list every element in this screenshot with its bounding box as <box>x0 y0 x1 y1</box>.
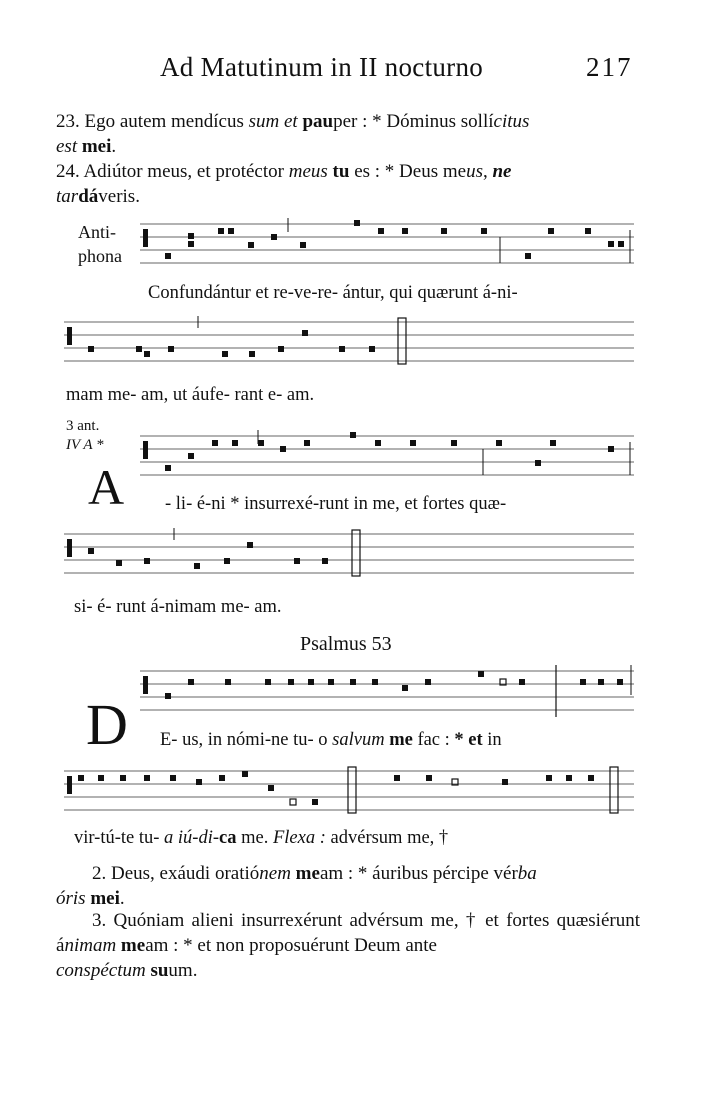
antiphon1-lyrics-1: Confundántur et re-ve-re- ántur, qui quærunt á-ni- <box>148 283 518 303</box>
verse-text: um. <box>168 960 198 981</box>
psalm-verse-2 <box>56 861 640 911</box>
lyric-accent: * et <box>454 730 483 750</box>
verse-italic: tar <box>56 186 79 207</box>
verse-italic: est <box>56 136 78 157</box>
antiphon-label-line: Anti- <box>78 222 116 242</box>
psalm-initial: D <box>86 692 128 757</box>
chant-staff-4 <box>64 528 634 580</box>
verse-text: Adiútor meus, et protéctor <box>79 161 289 182</box>
verse-accent: me <box>120 935 146 956</box>
chant-staff-3 <box>140 430 634 482</box>
antiphon2-initial: A <box>88 459 125 515</box>
staff-lines <box>64 534 634 573</box>
antiphon-mode: IV A * <box>66 437 104 453</box>
verse-italic: citus <box>493 111 530 132</box>
antiphon2-lyrics-1: - li- é-ni * insurrexé-runt in me, et fortes quæ- <box>165 494 507 514</box>
verse-italic: conspéctum <box>56 960 146 981</box>
lyric-text: vir-tú-te tu- <box>74 828 165 848</box>
neumes <box>143 665 631 717</box>
chant-staff-5 <box>140 665 634 721</box>
psalm-lyrics-1 <box>160 730 502 751</box>
neumes <box>143 218 630 263</box>
neumes <box>143 430 630 475</box>
verse-italic: nem <box>259 863 291 884</box>
verse-italic: us <box>466 161 483 182</box>
antiphon-number: 3 ant. <box>66 418 100 434</box>
verse-accent: tu <box>332 161 350 182</box>
verse-italic: sum et <box>248 111 298 132</box>
verse-accent: pau <box>302 111 334 132</box>
chant-staff-6 <box>64 765 634 817</box>
verse-number: 2. <box>92 863 107 884</box>
lyric-text: advérsum me, † <box>325 828 449 848</box>
verse-number: 23. <box>56 111 80 132</box>
clef-mark <box>143 676 148 694</box>
psalm-title: Psalmus 53 <box>300 633 392 655</box>
verse-text: Ego autem mendícus <box>79 111 249 132</box>
verse-text: am : * et non proposuérunt Deum ante <box>145 935 437 956</box>
verse-accent: mei <box>90 888 120 909</box>
lyric-text: in <box>482 730 502 750</box>
antiphon-label <box>78 220 122 268</box>
chant-staff-1 <box>140 218 634 270</box>
chant-staff-2 <box>64 316 634 368</box>
verse-italic: nimam <box>64 935 117 956</box>
lyric-italic: Flexa : <box>272 828 326 848</box>
lyric-text: fac : <box>412 730 455 750</box>
verse-23 <box>56 109 640 159</box>
clef-mark <box>67 776 72 794</box>
verse-italic: óris <box>56 888 86 909</box>
verse-text: Quóniam alieni insurrexérunt advérsum me, † et fortes quæsiérunt á <box>56 910 640 956</box>
verse-text: Deus, exáudi oratió <box>106 863 260 884</box>
verse-24 <box>56 159 640 209</box>
neumes <box>67 767 618 813</box>
verse-text: . <box>119 888 125 909</box>
verse-text: , <box>482 161 493 182</box>
clef-mark <box>143 441 148 459</box>
neumes <box>67 528 360 576</box>
lyric-text: E- us, in nómi-ne tu- o <box>160 730 333 750</box>
psalm-verse-3 <box>56 908 640 983</box>
verse-number: 3. <box>92 910 107 931</box>
verse-accent: dá <box>78 186 99 207</box>
verse-accent: ne <box>492 161 512 182</box>
antiphon1-lyrics-2: mam me- am, ut áufe- rant e- am. <box>66 385 315 405</box>
clef-mark <box>67 539 72 557</box>
lyric-text: me. <box>236 828 273 848</box>
verse-accent: me <box>295 863 320 884</box>
antiphon2-lyrics-2: si- é- runt á-nimam me- am. <box>74 597 282 617</box>
page-number: 217 <box>586 52 633 82</box>
lyric-italic: a <box>164 828 174 848</box>
verse-text: . <box>111 136 117 157</box>
lyric-italic: iú-di- <box>177 828 220 848</box>
verse-text: es : * Deus me <box>349 161 467 182</box>
page-title: Ad Matutinum in II nocturno <box>160 52 484 82</box>
verse-text: veris. <box>98 186 140 207</box>
clef-mark <box>67 327 72 345</box>
verse-text: per : * Dóminus sollí <box>333 111 494 132</box>
staff-lines <box>140 671 634 710</box>
verse-accent: mei <box>81 136 112 157</box>
lyric-italic: salvum <box>332 730 385 750</box>
lyric-accent: me <box>389 730 413 750</box>
verse-italic: meus <box>288 161 328 182</box>
neumes <box>67 316 406 364</box>
antiphon-label-line: phona <box>78 246 122 266</box>
verse-number: 24. <box>56 161 80 182</box>
staff-lines <box>140 224 634 263</box>
verse-italic: ba <box>517 863 537 884</box>
lyric-accent: ca <box>219 828 237 848</box>
verse-accent: su <box>150 960 169 981</box>
antiphon2-label <box>66 417 104 455</box>
psalm-lyrics-2 <box>74 828 448 849</box>
clef-mark <box>143 229 148 247</box>
verse-text: am : * áuribus pércipe vér <box>319 863 518 884</box>
